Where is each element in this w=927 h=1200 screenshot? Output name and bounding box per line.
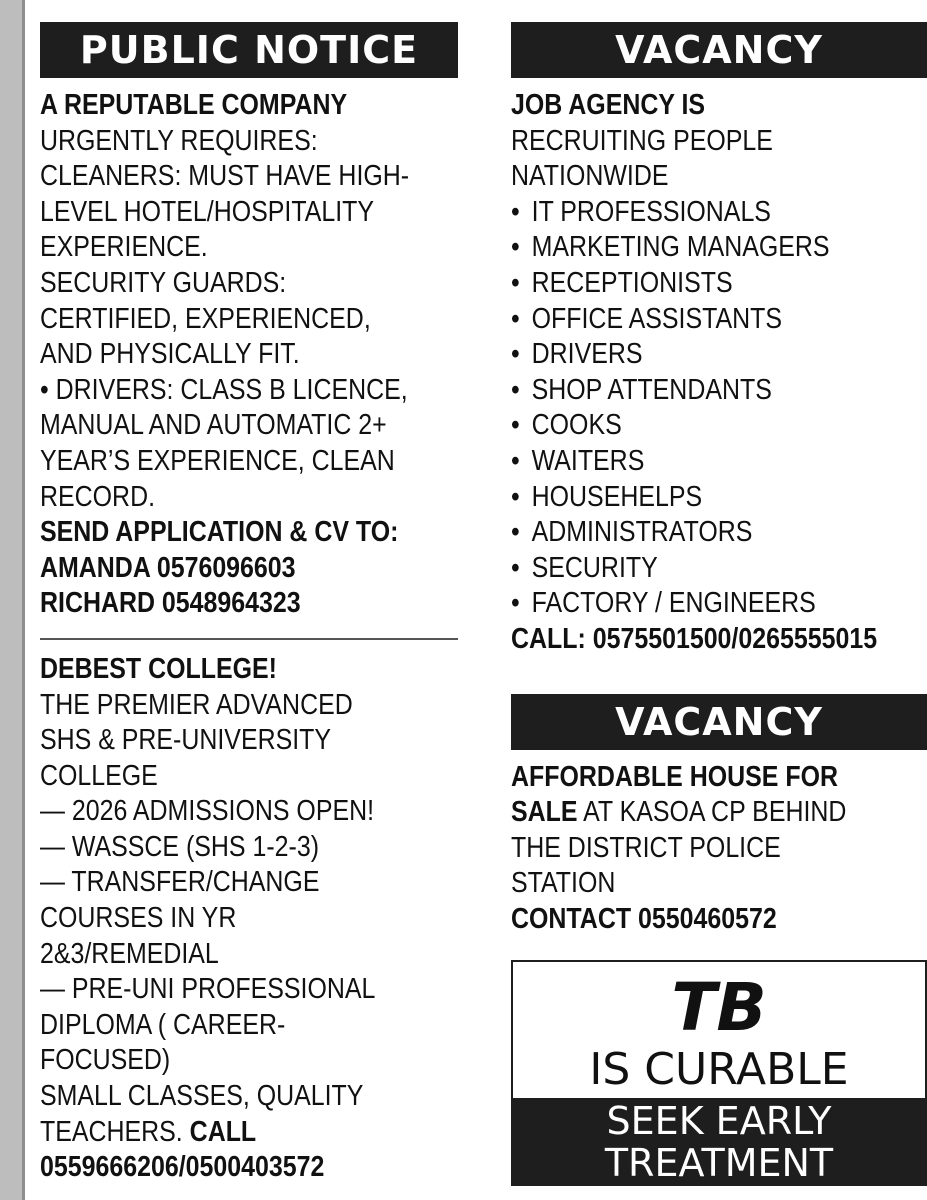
company-line: CERTIFIED, EXPERIENCED,	[40, 302, 371, 335]
agency-heading: JOB AGENCY IS	[511, 89, 706, 121]
company-line: SECURITY GUARDS:	[40, 266, 287, 299]
college-line: 2&3/REMEDIAL	[40, 937, 219, 970]
agency-role: • IT PROFESSIONALS	[511, 195, 869, 231]
college-closing-prefix: TEACHERS.	[40, 1115, 183, 1148]
college-ad	[40, 652, 458, 1186]
vacancy-agency-banner	[511, 22, 927, 78]
send-heading: SEND APPLICATION & CV TO:	[40, 516, 399, 549]
college-closing-line: SMALL CLASSES, QUALITY	[40, 1080, 364, 1113]
spacer	[511, 658, 927, 694]
vacancy-agency-body	[511, 88, 927, 658]
agency-role: • MARKETING MANAGERS	[511, 230, 869, 266]
agency-role: • RECEPTIONISTS	[511, 266, 869, 302]
college-line: FOCUSED)	[40, 1044, 171, 1077]
college-line: COLLEGE	[40, 759, 158, 792]
tb-awareness-ad	[511, 960, 927, 1186]
public-notice-body	[40, 88, 458, 622]
company-line: CLEANERS: MUST HAVE HIGH-	[40, 160, 410, 193]
agency-role: • FACTORY / ENGINEERS	[511, 586, 869, 622]
right-column	[511, 22, 927, 937]
house-contact: CONTACT 0550460572	[511, 902, 777, 935]
college-line: DIPLOMA ( CAREER-	[40, 1008, 286, 1041]
agency-line: RECRUITING PEOPLE	[511, 124, 773, 157]
left-column	[40, 22, 458, 1186]
agency-role: • SECURITY	[511, 551, 869, 587]
agency-role: • WAITERS	[511, 444, 869, 480]
agency-call: CALL: 0575501500/0265555015	[511, 622, 878, 655]
tb-treatment: TREATMENT	[604, 1141, 834, 1185]
company-line: EXPERIENCE.	[40, 231, 208, 264]
company-line: • DRIVERS: CLASS B LICENCE,	[40, 373, 408, 406]
college-heading: DEBEST COLLEGE!	[40, 652, 277, 685]
college-line: — 2026 ADMISSIONS OPEN!	[40, 795, 375, 828]
company-line: AND PHYSICALLY FIT.	[40, 338, 300, 371]
house-line: STATION	[511, 867, 616, 900]
agency-line: NATIONWIDE	[511, 160, 669, 193]
house-location: AT KASOA CP BEHIND	[577, 796, 847, 829]
tb-curable-text: IS CURABLE	[589, 1044, 849, 1095]
company-line: YEAR’S EXPERIENCE, CLEAN	[40, 444, 395, 477]
company-heading: A REPUTABLE COMPANY	[40, 89, 348, 121]
agency-role: • ADMINISTRATORS	[511, 515, 869, 551]
vacancy-house-banner	[511, 694, 927, 750]
house-sale-label: SALE	[511, 796, 578, 829]
contact-amanda: AMANDA 0576096603	[40, 551, 296, 584]
vacancy-house-body	[511, 760, 927, 938]
college-line: THE PREMIER ADVANCED	[40, 688, 353, 721]
agency-role: • HOUSEHELPS	[511, 480, 869, 516]
vacancy-agency-title: VACANCY	[615, 28, 823, 72]
college-line: COURSES IN YR	[40, 902, 237, 935]
company-line: RECORD.	[40, 480, 156, 513]
college-closing-row	[40, 1115, 399, 1151]
vacancy-house-title: VACANCY	[615, 699, 823, 744]
house-line-2	[511, 795, 869, 831]
tb-seek-early: SEEK EARLY	[606, 1099, 832, 1143]
page-gutter	[0, 0, 25, 1200]
company-line: LEVEL HOTEL/HOSPITALITY	[40, 195, 375, 228]
company-line: URGENTLY REQUIRES:	[40, 124, 318, 157]
house-line: THE DISTRICT POLICE	[511, 831, 781, 864]
college-phone: 0559666206/0500403572	[40, 1151, 325, 1184]
public-notice-title: PUBLIC NOTICE	[79, 28, 419, 72]
tb-title: TB	[671, 969, 767, 1046]
college-line: — PRE-UNI PROFESSIONAL	[40, 973, 376, 1006]
house-bold-line: AFFORDABLE HOUSE FOR	[511, 760, 838, 793]
agency-role: • COOKS	[511, 408, 869, 444]
tb-treatment-band	[513, 1098, 925, 1186]
college-call-label: CALL	[189, 1115, 257, 1148]
college-line: SHS & PRE-UNIVERSITY	[40, 724, 332, 757]
section-divider	[40, 638, 458, 640]
public-notice-banner	[40, 22, 458, 78]
contact-richard: RICHARD 0548964323	[40, 587, 301, 620]
company-line: MANUAL AND AUTOMATIC 2+	[40, 409, 387, 442]
agency-role: • SHOP ATTENDANTS	[511, 373, 869, 409]
agency-role: • OFFICE ASSISTANTS	[511, 302, 869, 338]
college-line: — TRANSFER/CHANGE	[40, 866, 320, 899]
college-line: — WASSCE (SHS 1-2-3)	[40, 830, 320, 863]
agency-role: • DRIVERS	[511, 337, 869, 373]
